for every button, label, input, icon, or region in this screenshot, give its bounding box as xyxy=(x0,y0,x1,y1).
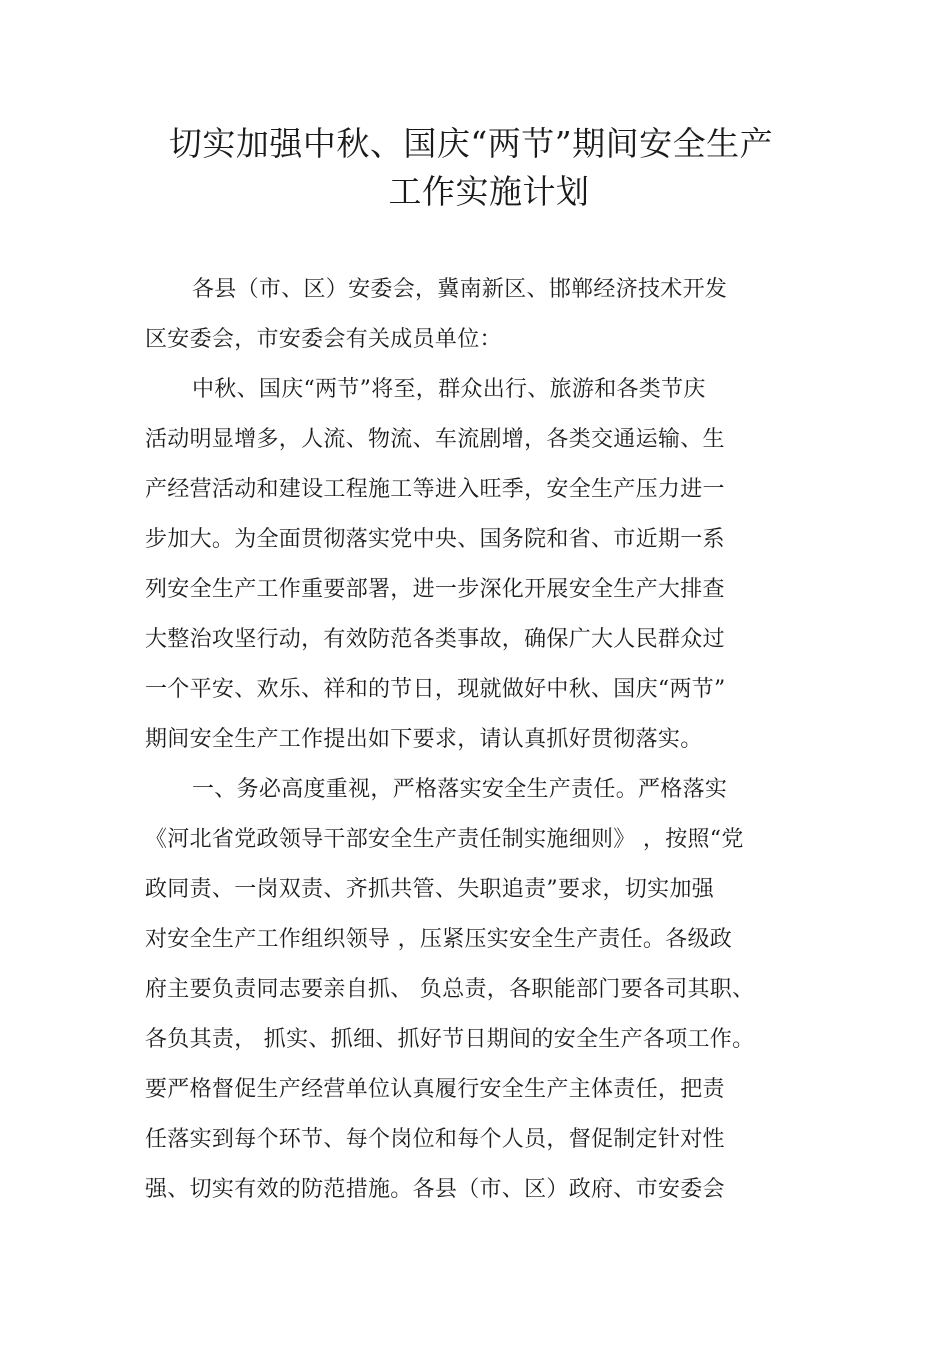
body-line: 期间安全生产工作提出如下要求，请认真抓好贯彻落实。 xyxy=(145,727,703,752)
body-line: 产经营活动和建设工程施工等进入旺季，安全生产压力进一 xyxy=(145,477,725,502)
body-line: 政同责、一岗双责、齐抓共管、失职追责”要求，切实加强 xyxy=(145,877,715,902)
body-line: 中秋、国庆“两节”将至，群众出行、旅游和各类节庆 xyxy=(192,377,706,402)
body-line: 强、切实有效的防范措施。各县（市、区）政府、市安委会 xyxy=(145,1177,725,1202)
body-line: 各负其责， 抓实、抓细、抓好节日期间的安全生产各项工作。 xyxy=(145,1027,755,1052)
body-line: 活动明显增多，人流、物流、车流剧增，各类交通运输、生 xyxy=(145,427,725,452)
body-line: 《河北省党政领导干部安全生产责任制实施细则》 ，按照“党 xyxy=(145,827,744,852)
body-line: 一、务必高度重视，严格落实安全生产责任。严格落实 xyxy=(192,777,728,802)
body-line: 列安全生产工作重要部署，进一步深化开展安全生产大排查 xyxy=(145,577,725,602)
body-line: 任落实到每个环节、每个岗位和每个人员，督促制定针对性 xyxy=(145,1127,725,1152)
document-title-line-1: 切实加强中秋、国庆“两节”期间安全生产 xyxy=(168,124,774,163)
body-line: 府主要负责同志要亲自抓、 负总责，各职能部门要各司其职、 xyxy=(145,977,755,1002)
body-line: 步加大。为全面贯彻落实党中央、国务院和省、市近期一系 xyxy=(145,527,725,552)
document-title-line-2: 工作实施计划 xyxy=(388,172,590,211)
body-line: 大整治攻坚行动，有效防范各类事故，确保广大人民群众过 xyxy=(145,627,725,652)
body-line: 要严格督促生产经营单位认真履行安全生产主体责任，把责 xyxy=(145,1077,725,1102)
body-line: 一个平安、欢乐、祥和的节日，现就做好中秋、国庆“两节” xyxy=(145,677,726,702)
body-line: 区安委会，市安委会有关成员单位： xyxy=(145,327,502,352)
body-line: 对安全生产工作组织领导 ，压紧压实安全生产责任。各级政 xyxy=(145,927,733,952)
body-line: 各县（市、区）安委会，冀南新区、邯郸经济技术开发 xyxy=(192,277,728,302)
